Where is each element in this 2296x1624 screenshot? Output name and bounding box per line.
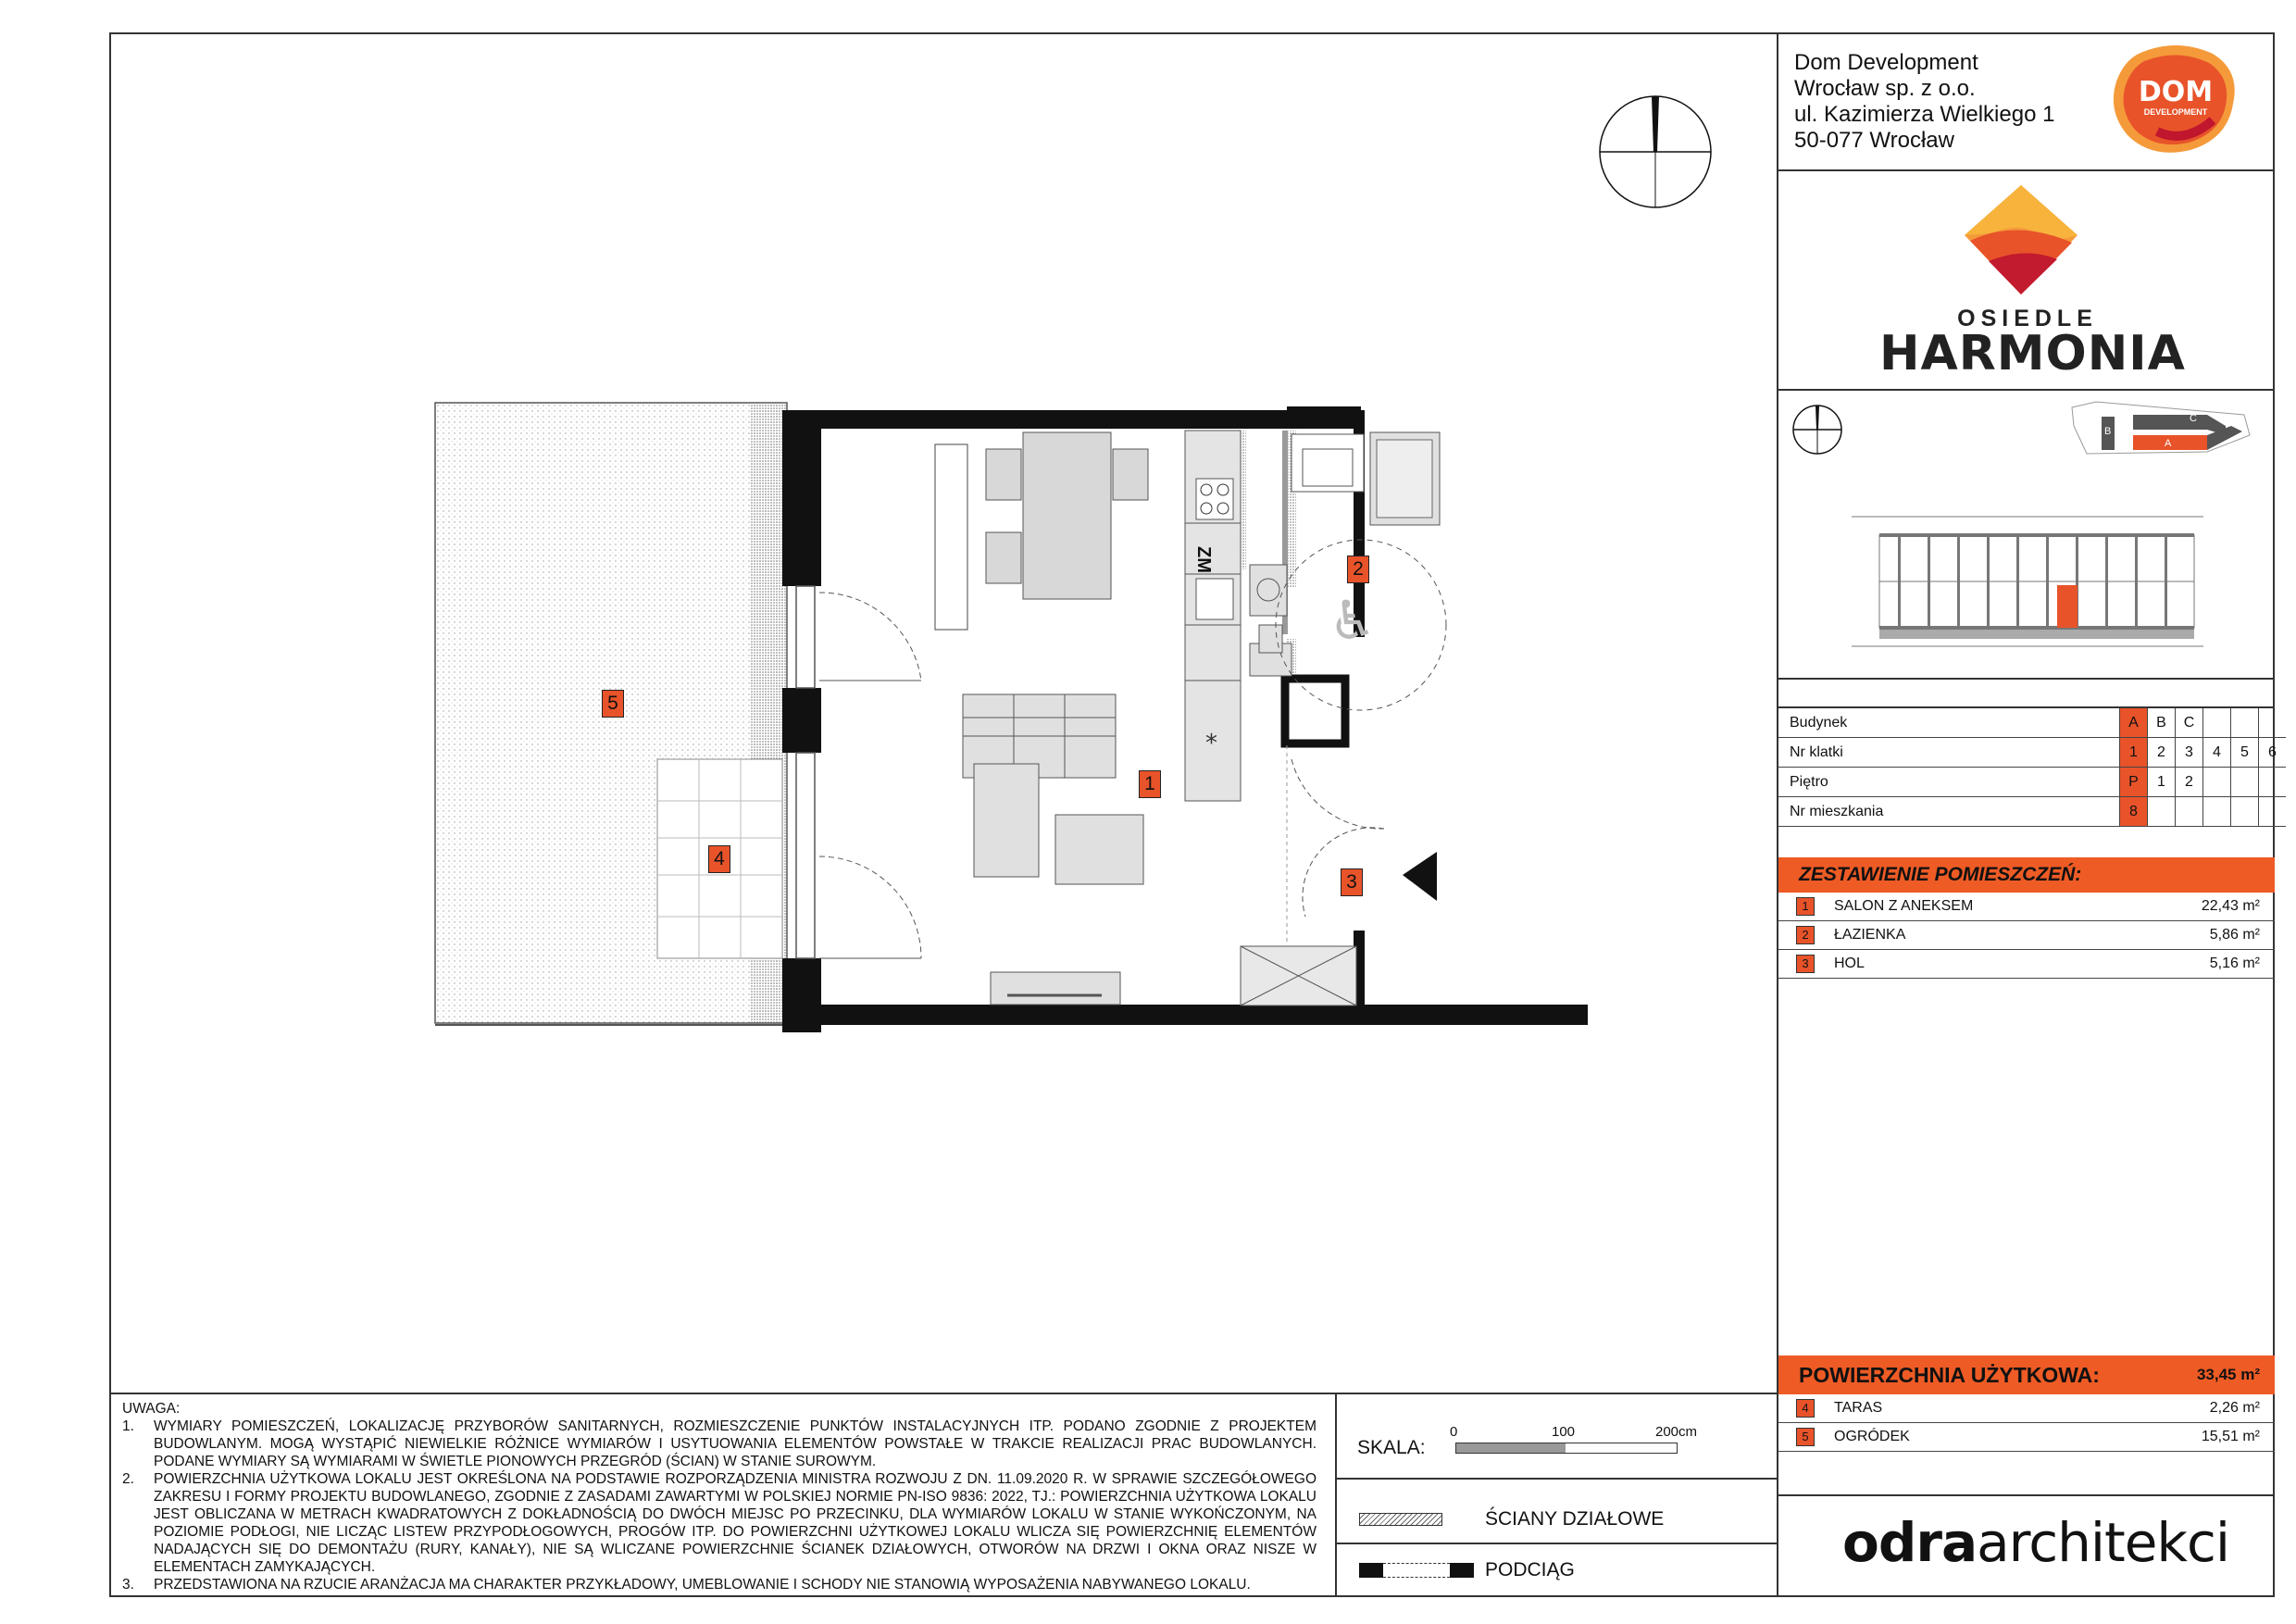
room-label-3: 3	[1341, 868, 1363, 896]
room-area: 5,86 m²	[2209, 927, 2260, 943]
unit-info-table	[1778, 708, 2286, 827]
note-number: 3.	[122, 1577, 134, 1593]
keyplan-label-b: B	[2104, 426, 2112, 437]
extra-area-row	[1778, 1423, 2275, 1452]
room-name: TARAS	[1834, 1400, 1883, 1416]
company-address	[1794, 50, 2054, 154]
room-area: 15,51 m²	[2201, 1429, 2260, 1444]
dom-logo-text: DOM	[2138, 76, 2214, 108]
note-text: PRZEDSTAWIONA NA RZUCIE ARANŻACJA MA CHARAKTER PRZYKŁADOWY, UMEBLOWANIE I SCHODY NIE STANOWIĄ WYPOSAŻENIA NABYWANEGO LOKALU.	[154, 1577, 1251, 1593]
harmonia-logo-mark	[1961, 181, 2081, 298]
architect-logo-bold: odra	[1842, 1511, 1978, 1574]
note-item	[122, 1418, 1316, 1470]
company-street: ul. Kazimierza Wielkiego 1	[1794, 102, 2055, 127]
note-number: 1.	[122, 1418, 134, 1434]
info-cell: 2	[2148, 738, 2176, 768]
legend-walls-label: ŚCIANY DZIAŁOWE	[1485, 1508, 1665, 1530]
keyplan-divider	[1777, 678, 2275, 680]
room-label-5: 5	[602, 690, 624, 718]
info-cell	[2203, 797, 2231, 827]
info-cell: 4	[2203, 738, 2231, 768]
room-name: OGRÓDEK	[1834, 1429, 1910, 1444]
company-city: 50-077 Wrocław	[1794, 128, 1954, 153]
notes-divider	[109, 1393, 1778, 1394]
svg-text:*: *	[1205, 730, 1217, 757]
notes-block	[122, 1400, 1316, 1593]
scale-bar	[1455, 1443, 1678, 1454]
scale-tick-100: 100	[1552, 1424, 1576, 1440]
room-name: ŁAZIENKA	[1834, 927, 1906, 943]
legend-beam-label: PODCIĄG	[1485, 1559, 1575, 1580]
usable-area-title	[1778, 1355, 2275, 1394]
info-cell: 2	[2176, 768, 2203, 797]
legend-divider	[1335, 1393, 1337, 1597]
room-number-badge: 2	[1796, 926, 1815, 944]
room-number-badge: 4	[1796, 1399, 1815, 1418]
scale-tick-0: 0	[1450, 1424, 1458, 1440]
note-text: POWIERZCHNIA UŻYTKOWA LOKALU JEST OKREŚLONA NA PODSTAWIE ROZPORZĄDZENIA MINISTRA ROZWOJU Z DN. 11.09.2020 R. W SPRAWIE SZCZEGÓŁOWEGO ZAKRESU I FORMY PROJEKTU BUDOWLANEGO, ZGODNIE Z ZASADAMI ZAWARTYMI W POLSKIEJ NORMIE PN-ISO 9836: 2022, TJ.: POWIERZCHNIA UŻYTKOWA LOKALU JEST OBLICZANA W METRACH KWADRATOWYCH Z DOKŁADNOŚCIĄ DO DWÓCH MIEJSC PO PRZECINKU, DLA WYMIARÓW LOKALU W STANIE WYKOŃCZONYM, NA POZIOMIE PODŁOGI, NIE LICZĄC LISTEW PRZYPODŁOGOWYCH, PROGÓW ITP. DO POWIERZCHNI UŻYTKOWEJ LOKALU WLICZA SIĘ POWIERZCHNIĘ ELEMENTÓW NADAJĄCYCH SIĘ DO DEMONTAŻU (RURY, KANAŁY), NIE SĄ WLICZANE POWIERZCHNIE ŚCIANEK DZIAŁOWYCH, OTWORÓW NA DRZWI I OKNA ORAZ NISZE W ELEMENTACH ZAMYKAJĄCYCH.	[154, 1471, 1316, 1575]
info-row-budynek	[1778, 708, 2286, 738]
room-label-1: 1	[1139, 770, 1161, 798]
info-cell	[2203, 768, 2231, 797]
info-label: Nr klatki	[1778, 738, 2120, 768]
info-row-mieszkanie	[1778, 797, 2286, 827]
info-cell	[2259, 708, 2287, 738]
beam-swatch	[1359, 1563, 1474, 1578]
info-cell: 5	[2231, 738, 2259, 768]
room-number-badge: 5	[1796, 1428, 1815, 1446]
room-area: 22,43 m²	[2201, 898, 2260, 914]
room-row	[1778, 950, 2275, 979]
usable-area-label: POWIERZCHNIA UŻYTKOWA:	[1799, 1363, 2100, 1387]
info-cell: 1	[2120, 738, 2148, 768]
architect-divider	[1777, 1494, 2275, 1496]
info-cell: 8	[2120, 797, 2148, 827]
note-item	[122, 1576, 1316, 1593]
project-osiedle: OSIEDLE	[1957, 306, 2098, 331]
info-label: Budynek	[1778, 708, 2120, 738]
rooms-section-title: ZESTAWIENIE POMIESZCZEŃ:	[1778, 857, 2275, 893]
info-cell: A	[2120, 708, 2148, 738]
company-divider	[1777, 169, 2275, 171]
info-row-klatka	[1778, 738, 2286, 768]
note-item	[122, 1470, 1316, 1576]
info-cell	[2176, 797, 2203, 827]
north-arrow-compass	[1596, 93, 1715, 211]
room-number-badge: 3	[1796, 955, 1815, 973]
keyplan-compass	[1791, 403, 1844, 456]
info-cell: 1	[2148, 768, 2176, 797]
company-entity: Wrocław sp. z o.o.	[1794, 76, 1976, 101]
floor-plan	[426, 394, 1592, 1042]
info-cell	[2231, 768, 2259, 797]
company-name: Dom Development	[1794, 50, 1978, 75]
dom-development-logo	[2111, 43, 2240, 157]
room-name: SALON Z ANEKSEM	[1834, 898, 1974, 914]
note-text: WYMIARY POMIESZCZEŃ, LOKALIZACJĘ PRZYBORÓW SANITARNYCH, ROZMIESZCZENIE PUNKTÓW INSTALACYJNYCH ITP. PODANO ZGODNIE Z PROJEKTEM BUDOWLANYM. MOGĄ WYSTĄPIĆ NIEWIELKIE RÓŻNICE WYMIARÓW I USYTUOWANIA ELEMENTÓW POWSTAŁE W TRAKCIE REALIZACJI PRAC BUDOWLANYCH. PODANE WYMIARY SĄ WYMIARAMI W ŚWIETLE PIONOWYCH PRZEGRÓD (ŚCIAN) W STANIE SUROWYM.	[154, 1418, 1316, 1469]
info-cell	[2259, 797, 2287, 827]
legend-row-divider	[1335, 1478, 1778, 1480]
architect-logo-light: architekci	[1977, 1511, 2230, 1574]
info-cell	[2203, 708, 2231, 738]
dom-logo-sub: DEVELOPMENT	[2143, 107, 2208, 117]
room-row	[1778, 893, 2275, 921]
info-cell: P	[2120, 768, 2148, 797]
partition-wall-swatch	[1359, 1513, 1442, 1526]
room-name: HOL	[1834, 956, 1865, 971]
info-cell	[2231, 708, 2259, 738]
keyplan-label-c: C	[2190, 413, 2197, 424]
notes-title: UWAGA:	[122, 1401, 181, 1417]
info-cell: C	[2176, 708, 2203, 738]
info-cell	[2148, 797, 2176, 827]
architect-logo	[1842, 1511, 2229, 1574]
room-area: 5,16 m²	[2209, 956, 2260, 971]
fridge-label: ZM	[1192, 546, 1214, 573]
info-cell	[2259, 768, 2287, 797]
room-label-4: 4	[708, 845, 730, 873]
svg-text:♿: ♿	[1329, 589, 1377, 652]
info-cell	[2231, 797, 2259, 827]
project-name: HARMONIA	[1879, 326, 2186, 381]
site-keyplan	[2068, 398, 2253, 461]
extra-area-row	[1778, 1394, 2275, 1423]
info-label: Nr mieszkania	[1778, 797, 2120, 827]
logo-divider	[1777, 389, 2275, 391]
usable-area-value: 33,45 m²	[2196, 1366, 2260, 1383]
info-cell: 6	[2259, 738, 2287, 768]
legend-row-divider-2	[1335, 1543, 1778, 1544]
scale-tick-200: 200cm	[1655, 1424, 1698, 1440]
info-row-pietro	[1778, 768, 2286, 797]
room-label-2: 2	[1347, 556, 1369, 583]
room-row	[1778, 921, 2275, 950]
info-label: Piętro	[1778, 768, 2120, 797]
note-number: 2.	[122, 1471, 134, 1487]
info-cell: B	[2148, 708, 2176, 738]
floor-keyplan	[1852, 507, 2203, 656]
scale-label: SKALA:	[1357, 1437, 1426, 1458]
room-number-badge: 1	[1796, 897, 1815, 916]
info-cell: 3	[2176, 738, 2203, 768]
room-area: 2,26 m²	[2209, 1400, 2260, 1416]
keyplan-label-a: A	[2165, 438, 2172, 449]
